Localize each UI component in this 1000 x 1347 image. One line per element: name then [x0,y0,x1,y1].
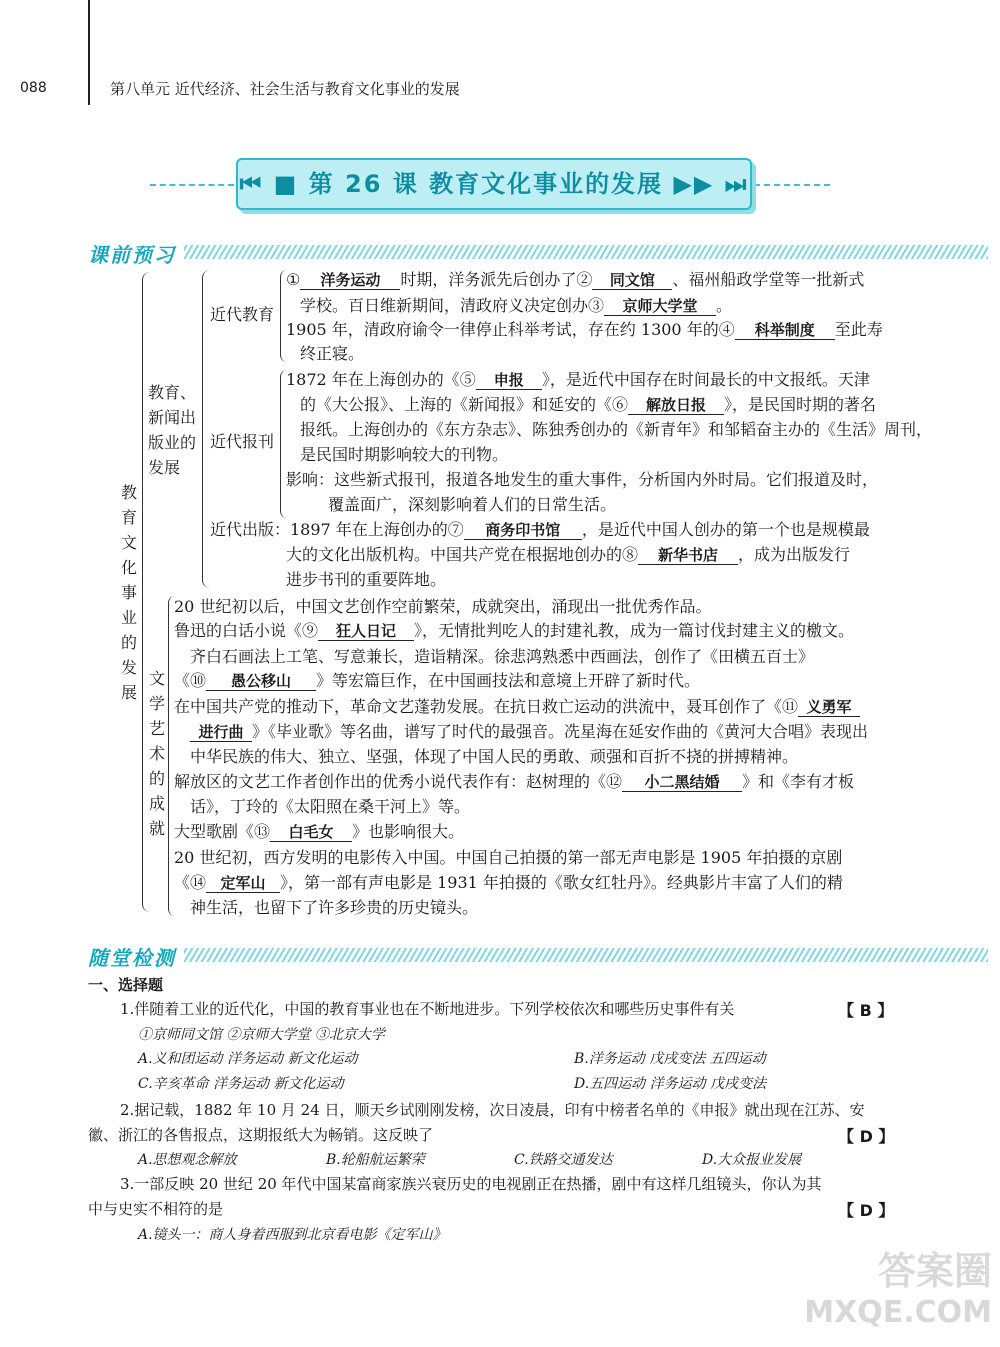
news-line-3: 报纸。上海创办的《东方杂志》、陈独秀创办的《新青年》和邹韬奋主办的《生活》周刊， [300,420,933,439]
news-l1b: 》，是近代中国存在时间最长的中文报纸。天津 [541,370,870,389]
blank-8: 新华书店 [638,546,738,565]
tree-root-text: 教 育 文 化 事 业 的 发 展 [120,483,137,702]
edu-l3a: 1905 年，清政府谕令一律停止科举考试，存在约 1300 年的④ [286,320,735,339]
lesson-title-banner [150,158,830,214]
blank-6: 解放日报 [628,396,724,415]
art-line-2 [174,621,854,641]
art-l4b: 》等宏篇巨作，在中国画技法和意境上开辟了新时代。 [316,671,701,690]
blank-12: 小二黑结婚 [622,773,742,792]
art-l4a: 《⑩ [174,671,207,690]
blank-13: 白毛女 [270,823,352,842]
news-l1a: 1872 年在上海创办的《⑤ [286,370,476,389]
lesson-title [238,160,750,208]
art-brace [168,596,175,916]
art-line-9: 话》，丁玲的《太阳照在桑干河上》等。 [190,797,471,816]
edu-line-2 [300,296,732,316]
tree-root-label [120,480,138,705]
art-line-12 [174,873,843,893]
section-check-bar [88,946,908,970]
news-line-5: 影响：这些新式报刊，报道各地发生的重大事件，分析国内外时局。它们报道及时， [286,470,879,489]
art-l2a: 鲁迅的白话小说《⑨ [174,621,319,640]
pub-l1b: ，是近代中国人创办的第一个也是规模最 [581,520,870,539]
pub-l1a: 近代出版：1897 年在上海创办的⑦ [210,520,464,539]
watermark-line-1: 答案圈 [877,1249,992,1293]
art-l8b: 》和《李有才板 [742,772,855,791]
q2-option-a[interactable]: A.思想观念解放 [138,1152,237,1168]
sub-education-label: 近代教育 [210,305,275,324]
q1-option-c[interactable]: C.辛亥革命 洋务运动 新文化运动 [138,1076,344,1092]
news-line-4: 是民国时期影响较大的刊物。 [300,445,509,464]
edu-line-3 [286,320,883,340]
news-l2a: 的《大公报》、上海的《新闻报》和延安的《⑥ [300,395,629,414]
section-preview-bar [88,243,908,267]
blank-3: 京师大学堂 [604,297,716,316]
q1-option-d[interactable]: D.五四运动 洋务运动 戊戌变法 [574,1076,767,1092]
q1-option-a[interactable]: A.义和团运动 洋务运动 新文化运动 [138,1051,358,1067]
art-line-5 [174,697,860,717]
q1-stem: 1.伴随着工业的近代化，中国的教育事业也在不断地进步。下列学校依次和哪些历史事件有关 [120,1000,735,1018]
branch1-label: 教育、新闻出版业的发展 [148,383,197,477]
q2-stem-2: 徽、浙江的各售报点，这期报纸大为畅销。这反映了 [88,1126,434,1144]
art-l10a: 大型歌剧《⑬ [174,822,271,841]
art-line-8 [174,772,854,792]
edu-l2a: 学校。百日维新期间，清政府义决定创办③ [300,296,605,315]
sub-news-label: 近代报刊 [210,432,275,451]
title-box [236,158,752,210]
watermark-line-2: MXQE.COM [804,1295,992,1330]
lesson-title-text: 第 26 课 教育文化事业的发展 [308,170,664,198]
branch2-text: 文 学 艺 术 的 成 就 [148,669,165,838]
art-l12b: 》，第一部有声电影是 1931 年拍摄的《歌女红牡丹》。经典影片丰富了人们的精 [280,873,843,892]
blank-10: 愚公移山 [206,672,316,691]
art-line-1: 20 世纪初以后，中国文艺创作空前繁荣，成就突出，涌现出一批优秀作品。 [174,597,712,616]
art-l10b: 》也影响很大。 [352,822,465,841]
edu-l2b: 。 [716,296,733,315]
title-dash-left [150,184,234,186]
art-line-3: 齐白石画法上工笔、写意兼长，造诣精深。徐悲鸿熟悉中西画法，创作了《田横五百士》 [190,647,815,666]
art-line-7: 中华民族的伟大、独立、坚强，体现了中国人民的勇敢、顽强和百折不挠的拼搏精神。 [190,747,799,766]
art-l6b: 》《毕业歌》等名曲，谱写了时代的最强音。冼星海在延安作曲的《黄河大合唱》表现出 [252,722,869,741]
page-number: 088 [20,80,47,96]
news-line-6: 覆盖面广，深刻影响着人们的日常生活。 [328,495,617,514]
art-l12a: 《⑭ [174,873,207,892]
art-line-11: 20 世纪初，西方发明的电影传入中国。中国自己拍摄的第一部无声电影是 1905 年拍摄的京剧 [174,848,843,867]
q3-stem-1: 3.一部反映 20 世纪 20 年代中国某富商家族兴衰历史的电视剧正在热播，剧中有这样几组镜头，你认为其 [120,1175,822,1193]
blank-2: 同文馆 [592,271,672,290]
art-l8a: 解放区的文艺工作者创作出的优秀小说代表作有：赵树理的《⑫ [174,772,623,791]
edu-l1c: 、福州船政学堂等一批新式 [672,270,865,289]
section-hatch [184,948,988,962]
blank-9: 狂人日记 [318,622,414,641]
pub-line-2 [286,545,850,565]
q3-answer: 【 D 】 [838,1201,895,1220]
blank-14: 定军山 [206,874,280,893]
q2-answer: 【 D 】 [838,1127,895,1146]
art-l5a: 在中国共产党的推动下，革命文艺蓬勃发展。在抗日救亡运动的洪流中，聂耳创作了《⑪ [174,697,799,716]
blank-7: 商务印书馆 [464,521,582,540]
q2-stem-1: 2.据记载，1882 年 10 月 24 日，顺天乡试刚刚发榜，次日凌晨，印有中榜者名单的《申报》就出现在江苏、安 [120,1101,865,1119]
edu-line-4: 终正寝。 [300,344,365,363]
quiz-part-title: 一、选择题 [88,976,164,994]
edu-l1b: 时期，洋务派先后创办了② [400,270,593,289]
section-check-title: 随堂检测 [88,946,176,970]
q1-answer: 【 B 】 [838,1001,894,1020]
q2-option-b[interactable]: B.轮船航运繁荣 [326,1152,425,1168]
watermark [804,1250,992,1334]
art-line-6 [190,722,868,742]
q3-option-a[interactable]: A.镜头一：商人身着西服到北京看电影《定军山》 [138,1227,447,1243]
blank-1: 洋务运动 [300,271,400,290]
art-line-13: 神生活，也留下了许多珍贵的历史镜头。 [190,898,479,917]
news-line-1 [286,370,870,390]
branch2-label [148,666,166,841]
q1-option-b[interactable]: B.洋务运动 戊戌变法 五四运动 [574,1051,766,1067]
blank-4: 科举制度 [735,321,835,340]
pub-line-3: 进步书刊的重要阵地。 [286,570,447,589]
q2-option-c[interactable]: C.铁路交通发达 [514,1152,613,1168]
unit-title: 第八单元 近代经济、社会生活与教育文化事业的发展 [110,80,460,98]
art-l2b: 》，无情批判吃人的封建礼教，成为一篇讨伐封建主义的檄文。 [414,621,855,640]
pub-l2b: ，成为出版发行 [738,545,851,564]
title-dash-right [754,184,830,186]
rewind-icon: ⏮ ■ [239,170,309,198]
edu-l1a: ① [286,270,301,289]
art-line-10 [174,822,464,842]
edu-l3b: 至此寿 [834,320,883,339]
section-hatch [184,245,988,259]
news-l2b: 》，是民国时期的著名 [724,395,877,414]
pub-l2a: 大的文化出版机构。中国共产党在根据地创办的⑧ [286,545,639,564]
blank-5: 申报 [476,371,542,390]
section-preview-title: 课前预习 [88,243,176,267]
q3-stem-2: 中与史实不相符的是 [88,1200,224,1218]
pub-line-1 [210,520,870,540]
q1-items: ①京师同文馆 ②京师大学堂 ③北京大学 [138,1027,385,1043]
art-line-4 [174,671,700,691]
header-rule [88,0,90,105]
forward-icon: ▶▶ ⏭ [663,170,749,198]
news-brace [280,370,287,518]
q2-option-d[interactable]: D.大众报业发展 [702,1152,802,1168]
edu-line-1 [286,270,864,290]
news-line-2 [300,395,876,415]
blank-11a: 义勇军 [798,698,860,717]
blank-11b: 进行曲 [190,723,252,742]
